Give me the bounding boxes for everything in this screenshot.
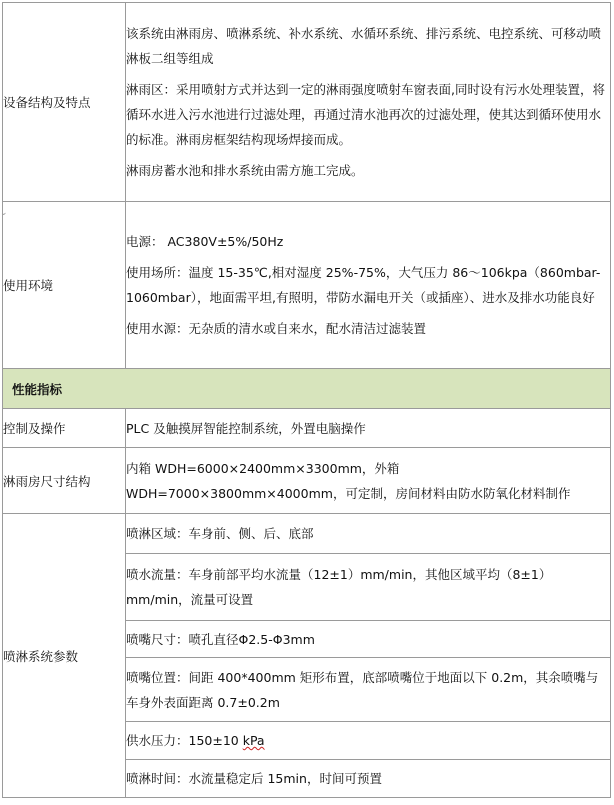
label-control: 控制及操作 [3,409,126,448]
structure-para-2: 淋雨区：采用喷射方式并达到一定的淋雨强度喷射车窗表面,同时设有污水处理装置，将循环水进入污水池进行过滤处理，再通过清水池再次的过滤处理，使其达到循环使用水的标准。淋雨房框架结构现场焊接而成。 [126,82,605,147]
spray-item-text: 喷淋时间：水流量稳定后 15min，时间可预置 [126,771,382,786]
spray-item-text: 喷嘴尺寸：喷孔直径Φ2.5-Φ3mm [126,631,315,647]
spray-item-4 [126,658,611,722]
row-size [3,448,611,514]
spray-item-3 [126,621,611,658]
spray-item-2 [126,554,611,621]
pressure-text: 供水压力：150±10 [126,733,243,748]
spray-item-text: 喷淋区域：车身前、侧、后、底部 [126,526,314,541]
environment-para-2: 使用场所：温度 15-35℃,相对湿度 25%-75%，大气压力 86～106kpa（860mbar-1060mbar），地面需平坦,有照明，带防水漏电开关（或插座）、进水及排水功能良好 [126,265,601,305]
structure-para-3: 淋雨房蓄水池和排水系统由需方施工完成。 [126,163,364,178]
label-spray: 喷淋系统参数 [3,514,126,798]
content-environment [126,202,611,369]
spec-table [2,2,611,798]
content-size [126,448,611,514]
spray-item-text [126,728,610,753]
row-structure [3,3,611,202]
label-structure: 设备结构及特点 [3,3,126,202]
spray-item-text: 喷水流量：车身前部平均水流量（12±1）mm/min，其他区域平均（8±1）mm/min，流量可设置 [126,567,552,607]
pressure-unit: kPa [242,733,265,748]
content-structure [126,3,611,202]
label-size: 淋雨房尺寸结构 [3,448,126,514]
control-value: PLC 及触摸屏智能控制系统，外置电脑操作 [126,420,366,436]
spray-item-5 [126,722,611,760]
margin-marker: ⌄ [0,208,8,218]
content-control [126,409,611,448]
row-spray-1 [3,514,611,554]
size-value: 内箱 WDH=6000×2400mm×3300mm，外箱 WDH=7000×3800mm×4000mm，可定制，房间材料由防水防氧化材料制作 [126,460,571,501]
row-section-title [3,369,611,409]
spray-item-text: 喷嘴位置：间距 400*400mm 矩形布置，底部喷嘴位于地面以下 0.2m，其余喷嘴与车身外表面距离 0.7±0.2m [126,669,599,710]
spray-item-1 [126,514,611,554]
label-environment: 使用环境 [3,202,126,369]
environment-para-3: 使用水源：无杂质的清水或自来水，配水清洁过滤装置 [126,321,427,336]
section-title: 性能指标 [3,369,611,409]
row-control [3,409,611,448]
spray-item-6 [126,760,611,798]
row-environment [3,202,611,369]
structure-para-1: 该系统由淋雨房、喷淋系统、补水系统、水循环系统、排污系统、电控系统、可移动喷淋板二组等组成 [126,26,602,66]
environment-para-1: 电源： AC380V±5%/50Hz [126,234,284,249]
